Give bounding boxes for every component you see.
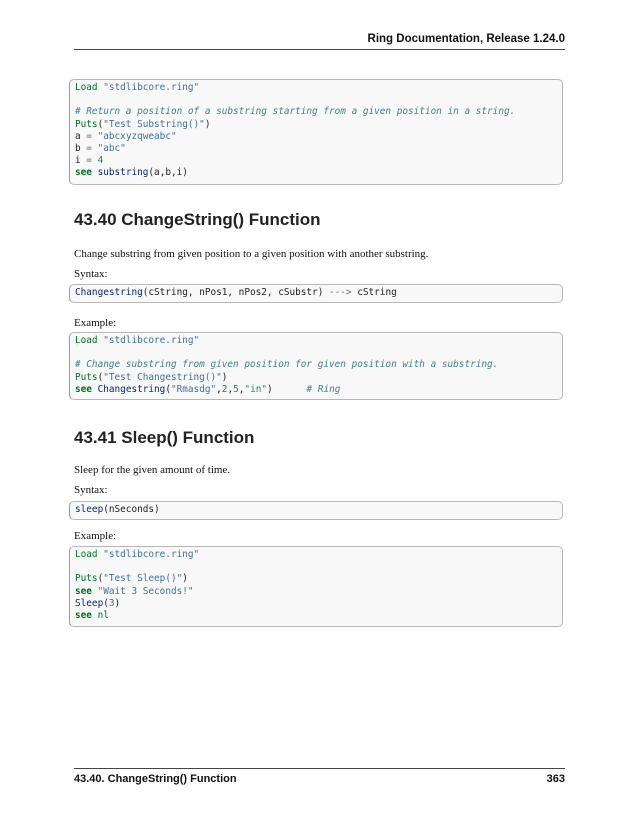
code-line: Sleep(3)	[75, 597, 121, 609]
code-line: Changestring(cString, nPos1, nPos2, cSubstr) ---> cString	[75, 287, 397, 298]
page-header	[74, 33, 565, 50]
syntax-label: Syntax:	[74, 484, 108, 496]
syntax-label: Syntax:	[74, 268, 108, 280]
page-number: 363	[546, 773, 565, 785]
code-line: Load "stdlibcore.ring"	[75, 82, 200, 93]
code-line: Puts("Test Substring()")	[75, 118, 211, 130]
code-line: a = "abcxyzqweabc"	[75, 130, 177, 142]
example-label: Example:	[74, 530, 117, 542]
syntax-block-sleep	[69, 501, 563, 520]
code-line: b = "abc"	[75, 142, 126, 154]
code-line: see substring(a,b,i)	[75, 167, 188, 179]
code-line-blank	[75, 94, 562, 106]
section-description: Change substring from given position to a given position with another substring.	[74, 248, 429, 260]
code-line: sleep(nSeconds)	[75, 504, 160, 515]
code-block-substring	[69, 79, 563, 185]
section-heading-sleep: 43.41 Sleep() Function	[74, 428, 255, 447]
section-heading-changestring: 43.40 ChangeString() Function	[74, 210, 321, 229]
syntax-block-changestring	[69, 284, 563, 303]
code-line: see "Wait 3 Seconds!"	[75, 585, 194, 597]
header-title: Ring Documentation, Release 1.24.0	[367, 33, 565, 45]
page-footer	[74, 768, 565, 785]
code-block-sleep	[69, 546, 563, 627]
section-description: Sleep for the given amount of time.	[74, 464, 231, 476]
code-line: Load "stdlibcore.ring"	[75, 549, 200, 560]
code-line: Load "stdlibcore.ring"	[75, 335, 200, 346]
code-line: # Change substring from given position for given position with a substring.	[75, 359, 499, 371]
code-line: Puts("Test Sleep()")	[75, 573, 188, 585]
code-line: see nl	[75, 609, 109, 621]
code-line: i = 4	[75, 155, 104, 167]
code-line: Puts("Test Changestring()")	[75, 371, 228, 383]
code-line-blank	[75, 347, 562, 359]
code-line: see Changestring("Rmasdg",2,5,"in") # Ring	[75, 383, 341, 395]
footer-section: 43.40. ChangeString() Function	[74, 773, 237, 785]
code-line: # Return a position of a substring starting from a given position in a string.	[75, 106, 516, 118]
code-block-changestring	[69, 332, 563, 400]
example-label: Example:	[74, 317, 117, 329]
code-line-blank	[75, 561, 562, 573]
